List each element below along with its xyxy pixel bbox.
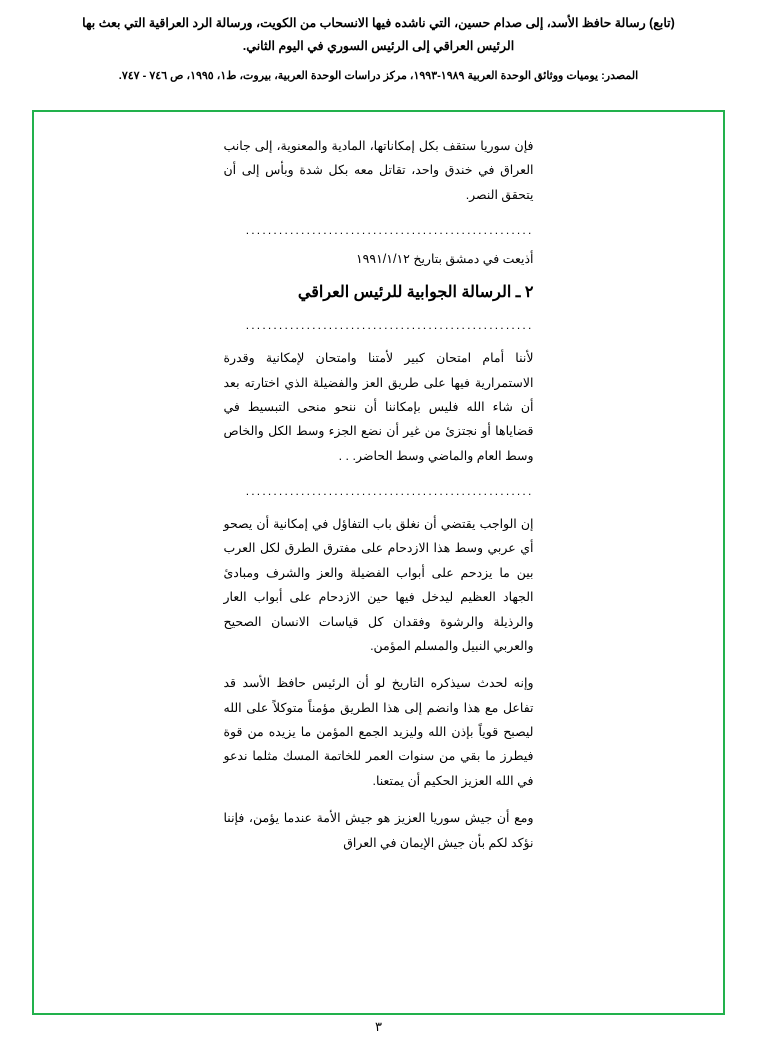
header-title-line-1: (تابع) رسالة حافظ الأسد، إلى صدام حسين، التي ناشده فيها الانسحاب من الكويت، ورسالة الرد العراقية التي بعث بها	[82, 16, 675, 30]
header-source-line: المصدر: يوميات ووثائق الوحدة العربية ١٩٨٩-١٩٩٣، مركز دراسات الوحدة العربية، بيروت، ط١، ١٩٩٥، ص ٧٤٦ - ٧٤٧.	[118, 70, 639, 83]
paragraph-3: إن الواجب يقتضي أن نغلق باب التفاؤل في إمكانية أن يصحو أي عربي وسط هذا الازدحام على مفترق الطرق لكل العرب بين ما يزدحم على أبواب الفضيلة والعز والشرف ومبادئ الجهاد العظيم ليدخل فيها حين الازدحام على أبواب العار والرذيلة والرشوة وفقدان كل قياسات الانسان الصحيح والعربي النبيل والمسلم المؤمن.	[223, 517, 534, 653]
frame-inner	[34, 112, 723, 1013]
dotted-separator-3: ....................................................	[245, 484, 534, 498]
green-content-frame	[32, 110, 725, 1015]
dotted-separator-2: ....................................................	[245, 318, 534, 333]
document-header	[0, 0, 757, 87]
section-title: ٢ ـ الرسالة الجوابية للرئيس العراقي	[297, 284, 534, 302]
broadcast-place-date: أذيعت في دمشق بتاريخ ١٩٩١/١/١٢	[355, 252, 534, 267]
page-number: ٣	[375, 1019, 382, 1034]
text-column	[224, 134, 534, 855]
header-title-line-2: الرئيس العراقي إلى الرئيس السوري في اليوم الثاني.	[242, 39, 515, 54]
dotted-separator-1: ....................................................	[245, 223, 534, 238]
paragraph-5: ومع أن جيش سوريا العزيز هو جيش الأمة عندما يؤمن، فإننا نؤكد لكم بأن جيش الإيمان في العراق	[223, 811, 534, 850]
paragraph-4: وإنه لحدث سيذكره التاريخ لو أن الرئيس حافظ الأسد قد تفاعل مع هذا وانضم إلى هذا الطريق مؤمناً متوكلاً على الله ليصبح قوياً بإذن الله وليزيد الجمع المؤمن ما يزيده من قوة فيطرز ما بقي من سنوات العمر للخاتمة المسك مثلما ندعو في الله العزيز الحكيم أن يمتعنا.	[223, 676, 534, 788]
paragraph-1: فإن سوريا ستقف بكل إمكاناتها، المادية والمعنوية، إلى جانب العراق في خندق واحد، تقاتل معه بكل شدة وبأس إلى أن يتحقق النصر.	[223, 139, 534, 202]
paragraph-2: لأننا أمام امتحان كبير لأمتنا وامتحان لإمكانية وقدرة الاستمرارية فيها على طريق العز والفضيلة الذي اختارته بعد أن شاء الله فليس بإمكاننا أن ننحو منحى التبسيط في قضاياها أو نجتزئ من غير أن نضع الجزء وسط الكل والخاص وسط العام والماضي وسط الحاضر. . .	[223, 351, 534, 463]
